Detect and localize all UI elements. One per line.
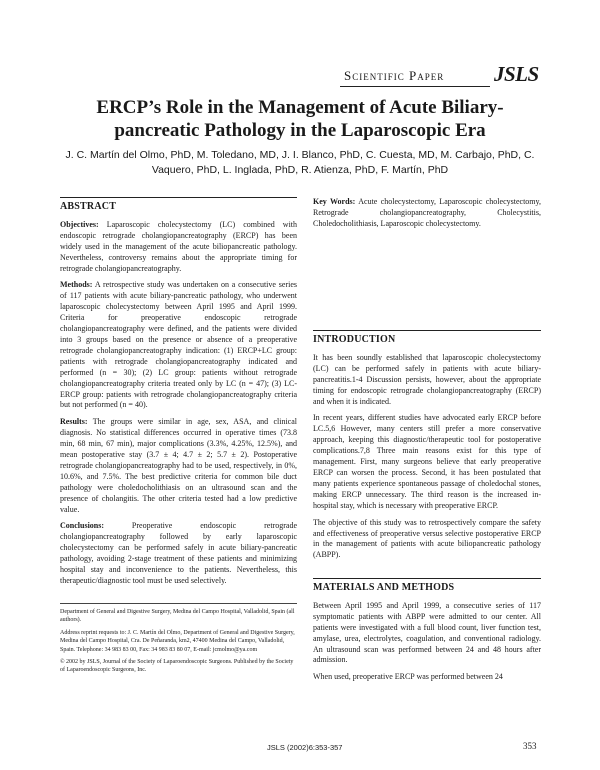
methods-heading: MATERIALS AND METHODS xyxy=(313,578,541,594)
page-number: 353 xyxy=(523,741,537,751)
abstract-section xyxy=(60,197,297,593)
article-title: ERCP’s Role in the Management of Acute Biliary-pancreatic Pathology in the Laparoscopic Era xyxy=(96,97,504,141)
footnote-address: Address reprint requests to: J. C. Martín del Olmo, Department of General and Digestive Surgery, Medina del Campo Hospital, Cra. De Peñaranda, km2, 47400 Medina del Campo, Valladolid, Spain. Telephone: 34 983 83 00, Fax: 34 983 83 80 07, E-mail: jcmolmo@ya.com xyxy=(60,629,295,653)
introduction-paragraph-3: The objective of this study was to retrospectively compare the safety and effectiveness of preoperative versus selective postoperative ERCP in the management of patients with acute biliopancreatic pathology (ABPP). xyxy=(313,517,541,560)
methods-text: A retrospective study was undertaken on a consecutive series of 117 patients with acute biliary-pancreatic pathology, who underwent laparoscopic cholecystectomy between April 1995 and April 1999. Criteria for preoperative endoscopic retrograde cholangiopancreatography were defined, and the patients were divided into 3 groups based on the presence or absence of a preoperative retrograde cholangiopancreatography indication: (1) ERCP+LC group: patients with retrograde cholangiopancreatography indicated and performed (n = 30); (2) LC group: patients without retrograde cholangiopancreatography criteria treated only by LC (n = 47); (3) LC-ERCP group: patients with retrograde cholangiopancreatography criteria but not performed (n = 40). xyxy=(60,280,297,410)
introduction-section xyxy=(313,330,541,567)
objectives-label: Objectives: xyxy=(60,219,99,229)
abstract-objectives xyxy=(60,220,297,275)
footnote-department: Department of General and Digestive Surgery, Medina del Campo Hospital, Valladolid, Spain (all authors). xyxy=(60,609,295,624)
footnotes xyxy=(60,608,297,679)
introduction-heading: INTRODUCTION xyxy=(313,330,541,346)
results-label: Results: xyxy=(60,417,88,427)
introduction-paragraph-1: It has been soundly established that laparoscopic cholecystectomy (LC) can be performed safely in patients with acute biliary-pancreatitis.1-4 Discussion persists, however, about the appropriate timing for endoscopic retrograde cholangiopancreatography (ERCP) and when it is indicated. xyxy=(313,352,541,406)
methods-section xyxy=(313,578,541,689)
abstract-heading: ABSTRACT xyxy=(60,197,297,213)
introduction-paragraph-2: In recent years, different studies have advocated early ERCP before LC.5,6 However, many centers still prefer a more conservative approach, keeping this diagnostic/therapeutic tool for postoperative complications.7,8 Three main reasons exist for this type of management. First, many surgeons believe that early preoperative ERCP can worsen the process. Second, it has been postulated that many patients experience spontaneous passage of choledochal stones, making ERCP unnecessary. The third reason is the increased in-hospital stay, which is necessary with preoperative ERCP. xyxy=(313,413,541,510)
section-label: Scientific Paper xyxy=(344,68,445,83)
objectives-text: Laparoscopic cholecystectomy (LC) combined with endoscopic retrograde cholangiopancreatography (ERCP) has been widely used in the management of the acute biliopancreatic pathology. Nevertheless, controversy remains about the appropriate timing for retrograde cholangiopancreatography. xyxy=(60,219,298,273)
footnote-divider xyxy=(60,603,297,604)
abstract-continued xyxy=(313,197,541,236)
abstract-conclusions xyxy=(60,521,297,586)
abstract-methods xyxy=(60,280,297,411)
methods-paragraph-1: Between April 1995 and April 1999, a consecutive series of 117 symptomatic patients with ABPP were admitted to our center. All patients were investigated with a full blood count, liver function test, amylase, urea, electrolytes, coagulation, and conventional radiology. An ultrasound scan was performed between 24 and 48 hours after admission. xyxy=(313,600,541,665)
journal-logo: JSLS xyxy=(494,62,539,86)
results-text: The groups were similar in age, sex, ASA, and clinical diagnosis. No statistical differences occurred in operative times (73.8 min, 68 min, 67 min), major complications (3.3%, 4.25%, 12.5%), and mean postoperative stay (3.7 ± 4; 4.7 ± 2; 5.7 ± 2). Postoperative retrograde cholangiopancreatography had to be used, respectively, in 0%, 10.6%, and 7.5%. The best predictive criteria for common bile duct pathology were choledocholithiasis on an ultrasound scan and the presence of cholangitis. The other criteria tested had a low predictive value. xyxy=(60,417,297,514)
keywords-text: Acute cholecystectomy, Laparoscopic cholecystectomy, Retrograde cholangiopancreatography, Cholecystitis, Choledocholithiasis, Laparoscopic cholecystectomy. xyxy=(313,197,541,228)
footnote-copyright: © 2002 by JSLS, Journal of the Society of Laparoendoscopic Surgeons. Published by the Society of Laparoendoscopic Surgeons, Inc. xyxy=(60,659,294,674)
abstract-results xyxy=(60,417,297,515)
abstract-keywords xyxy=(313,197,541,230)
footer-journal-citation: JSLS (2002)6:353-357 xyxy=(267,743,343,752)
conclusions-text: Preoperative endoscopic retrograde cholangiopancreatography followed by early laparoscopic cholecystectomy can be performed safely in acute biliary-pancreatic pathology, avoiding 2-stage treatment of these patients and minimizing hospital stay and inconvenience to the patients. Nevertheless, this therapeutic/diagnostic tool must be used selectively. xyxy=(60,521,298,585)
author-list: J. C. Martín del Olmo, PhD, M. Toledano, MD, J. I. Blanco, PhD, C. Cuesta, MD, M. Carbajo, PhD, C. Vaquero, PhD, L. Inglada, PhD, R. Atienza, PhD, F. Martín, PhD xyxy=(65,149,535,176)
methods-label: Methods: xyxy=(60,280,93,290)
methods-paragraph-2: When used, preoperative ERCP was performed between 24 xyxy=(313,672,503,682)
keywords-label: Key Words: xyxy=(313,197,356,206)
conclusions-label: Conclusions: xyxy=(60,521,105,531)
